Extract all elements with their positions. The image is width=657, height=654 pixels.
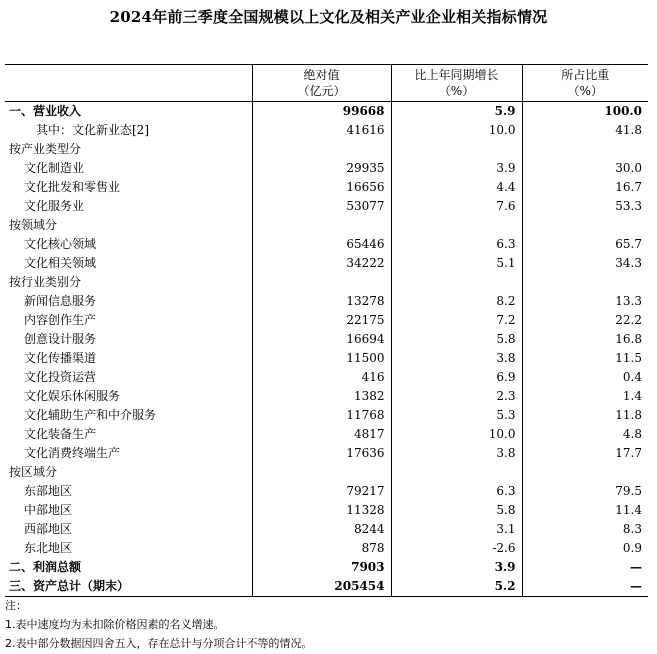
- row-share: 1.4: [522, 387, 648, 406]
- row-value: [252, 140, 391, 159]
- table-row: [5, 558, 648, 577]
- row-value: 41616: [252, 121, 391, 140]
- row-share: 13.3: [522, 292, 648, 311]
- header-growth-line2: （%）: [438, 84, 475, 98]
- row-share: 34.3: [522, 254, 648, 273]
- row-value: 99668: [252, 102, 391, 122]
- row-share: 4.8: [522, 425, 648, 444]
- row-share: 0.4: [522, 368, 648, 387]
- row-share: 11.5: [522, 349, 648, 368]
- row-growth: 3.8: [391, 444, 522, 463]
- row-label: 文化传播渠道: [24, 351, 97, 365]
- row-growth: 10.0: [391, 121, 522, 140]
- table-row: [5, 501, 648, 520]
- row-growth: 3.9: [391, 558, 522, 577]
- row-growth: 6.9: [391, 368, 522, 387]
- table-row: [5, 254, 648, 273]
- row-value: 205454: [252, 577, 391, 597]
- row-growth: -2.6: [391, 539, 522, 558]
- indicator-table: [5, 64, 648, 597]
- row-share: 17.7: [522, 444, 648, 463]
- row-value: 16694: [252, 330, 391, 349]
- row-value: 11500: [252, 349, 391, 368]
- table-row: [5, 539, 648, 558]
- row-growth: 3.1: [391, 520, 522, 539]
- header-absolute-value: [252, 65, 391, 102]
- row-value: 1382: [252, 387, 391, 406]
- row-share: [522, 216, 648, 235]
- row-growth: 2.3: [391, 387, 522, 406]
- row-value: 79217: [252, 482, 391, 501]
- table-row: [5, 197, 648, 216]
- table-row: [5, 178, 648, 197]
- row-label: 按领域分: [9, 218, 58, 232]
- row-value: 11768: [252, 406, 391, 425]
- header-absolute-value-line2: （亿元）: [297, 84, 346, 98]
- row-growth: 3.9: [391, 159, 522, 178]
- table-row: [5, 387, 648, 406]
- row-share: 53.3: [522, 197, 648, 216]
- row-label: 文化批发和零售业: [24, 180, 121, 194]
- table-row: [5, 216, 648, 235]
- note-item: 1.表中速度均为未扣除价格因素的名义增速。: [5, 618, 225, 631]
- notes-heading: 注：: [5, 599, 27, 612]
- row-share: —: [522, 558, 648, 577]
- row-label: 东北地区: [24, 541, 73, 555]
- row-label: 中部地区: [24, 503, 73, 517]
- table-body: [5, 102, 648, 597]
- table-row: [5, 140, 648, 159]
- table-row: [5, 121, 648, 140]
- row-share: 100.0: [522, 102, 648, 122]
- row-value: 7903: [252, 558, 391, 577]
- row-value: 22175: [252, 311, 391, 330]
- header-growth-line1: 比上年同期增长: [414, 68, 499, 82]
- row-label: 文化相关领域: [24, 256, 97, 270]
- row-growth: 5.2: [391, 577, 522, 597]
- row-growth: 7.6: [391, 197, 522, 216]
- row-value: [252, 273, 391, 292]
- notes: [5, 596, 313, 653]
- row-growth: 5.3: [391, 406, 522, 425]
- row-label: 西部地区: [24, 522, 73, 536]
- table-row: [5, 444, 648, 463]
- row-growth: 5.8: [391, 330, 522, 349]
- table-row: [5, 520, 648, 539]
- row-label: 按行业类别分: [9, 275, 82, 289]
- row-share: 11.4: [522, 501, 648, 520]
- row-label: 二、利润总额: [9, 560, 82, 574]
- row-label: 文化服务业: [24, 199, 85, 213]
- row-value: 8244: [252, 520, 391, 539]
- row-label: 文化核心领域: [24, 237, 97, 251]
- row-value: [252, 216, 391, 235]
- row-share: 65.7: [522, 235, 648, 254]
- row-growth: 5.9: [391, 102, 522, 122]
- table-row: [5, 482, 648, 501]
- row-share: [522, 273, 648, 292]
- header-growth: [391, 65, 522, 102]
- row-label: 其中：文化新业态[2]: [36, 123, 149, 137]
- row-growth: [391, 273, 522, 292]
- table-row: [5, 102, 648, 122]
- row-label: 文化娱乐休闲服务: [24, 389, 121, 403]
- row-share: 41.8: [522, 121, 648, 140]
- row-growth: 5.1: [391, 254, 522, 273]
- row-value: 878: [252, 539, 391, 558]
- row-value: 65446: [252, 235, 391, 254]
- row-share: [522, 463, 648, 482]
- table-row: [5, 577, 648, 597]
- header-share-line1: 所占比重: [561, 68, 610, 82]
- row-growth: 4.4: [391, 178, 522, 197]
- row-growth: 10.0: [391, 425, 522, 444]
- page-title: 2024年前三季度全国规模以上文化及相关产业企业相关指标情况: [109, 8, 548, 26]
- row-value: 53077: [252, 197, 391, 216]
- row-share: 8.3: [522, 520, 648, 539]
- row-share: 22.2: [522, 311, 648, 330]
- table-row: [5, 425, 648, 444]
- table-row: [5, 273, 648, 292]
- table-row: [5, 368, 648, 387]
- row-growth: 6.3: [391, 235, 522, 254]
- row-share: 11.8: [522, 406, 648, 425]
- row-value: 29935: [252, 159, 391, 178]
- row-share: 16.8: [522, 330, 648, 349]
- row-growth: 8.2: [391, 292, 522, 311]
- header-absolute-value-line1: 绝对值: [303, 68, 340, 82]
- row-share: —: [522, 577, 648, 597]
- header-share: [522, 65, 648, 102]
- row-share: [522, 140, 648, 159]
- table-row: [5, 311, 648, 330]
- table-row: [5, 463, 648, 482]
- table-row: [5, 330, 648, 349]
- row-label: 内容创作生产: [24, 313, 97, 327]
- row-growth: [391, 216, 522, 235]
- row-label: 东部地区: [24, 484, 73, 498]
- row-share: 0.9: [522, 539, 648, 558]
- row-value: 416: [252, 368, 391, 387]
- row-value: 17636: [252, 444, 391, 463]
- row-value: 16656: [252, 178, 391, 197]
- row-label: 文化消费终端生产: [24, 446, 121, 460]
- row-share: 30.0: [522, 159, 648, 178]
- row-value: 13278: [252, 292, 391, 311]
- row-growth: 6.3: [391, 482, 522, 501]
- row-label: 创意设计服务: [24, 332, 97, 346]
- row-label: 三、资产总计（期末）: [5, 577, 252, 597]
- row-label: 一、营业收入: [5, 102, 252, 122]
- table-row: [5, 235, 648, 254]
- row-value: 4817: [252, 425, 391, 444]
- header-blank: [5, 65, 252, 102]
- table-row: [5, 406, 648, 425]
- row-label: 文化制造业: [24, 161, 85, 175]
- table-row: [5, 159, 648, 178]
- row-label: 按产业类型分: [9, 142, 82, 156]
- note-item: 2.表中部分数据因四舍五入，存在总计与分项合计不等的情况。: [5, 637, 313, 650]
- row-value: 11328: [252, 501, 391, 520]
- row-growth: 7.2: [391, 311, 522, 330]
- row-label: 按区域分: [9, 465, 58, 479]
- row-label: 新闻信息服务: [24, 294, 97, 308]
- row-growth: [391, 140, 522, 159]
- row-value: [252, 463, 391, 482]
- row-growth: 5.8: [391, 501, 522, 520]
- row-label: 文化辅助生产和中介服务: [24, 408, 157, 422]
- table-row: [5, 292, 648, 311]
- row-share: 16.7: [522, 178, 648, 197]
- row-growth: [391, 463, 522, 482]
- row-growth: 3.8: [391, 349, 522, 368]
- row-label: 文化投资运营: [24, 370, 97, 384]
- row-label: 文化装备生产: [24, 427, 97, 441]
- header-share-line2: （%）: [567, 84, 603, 98]
- table-row: [5, 349, 648, 368]
- row-share: 79.5: [522, 482, 648, 501]
- row-value: 34222: [252, 254, 391, 273]
- header-row: [5, 65, 648, 102]
